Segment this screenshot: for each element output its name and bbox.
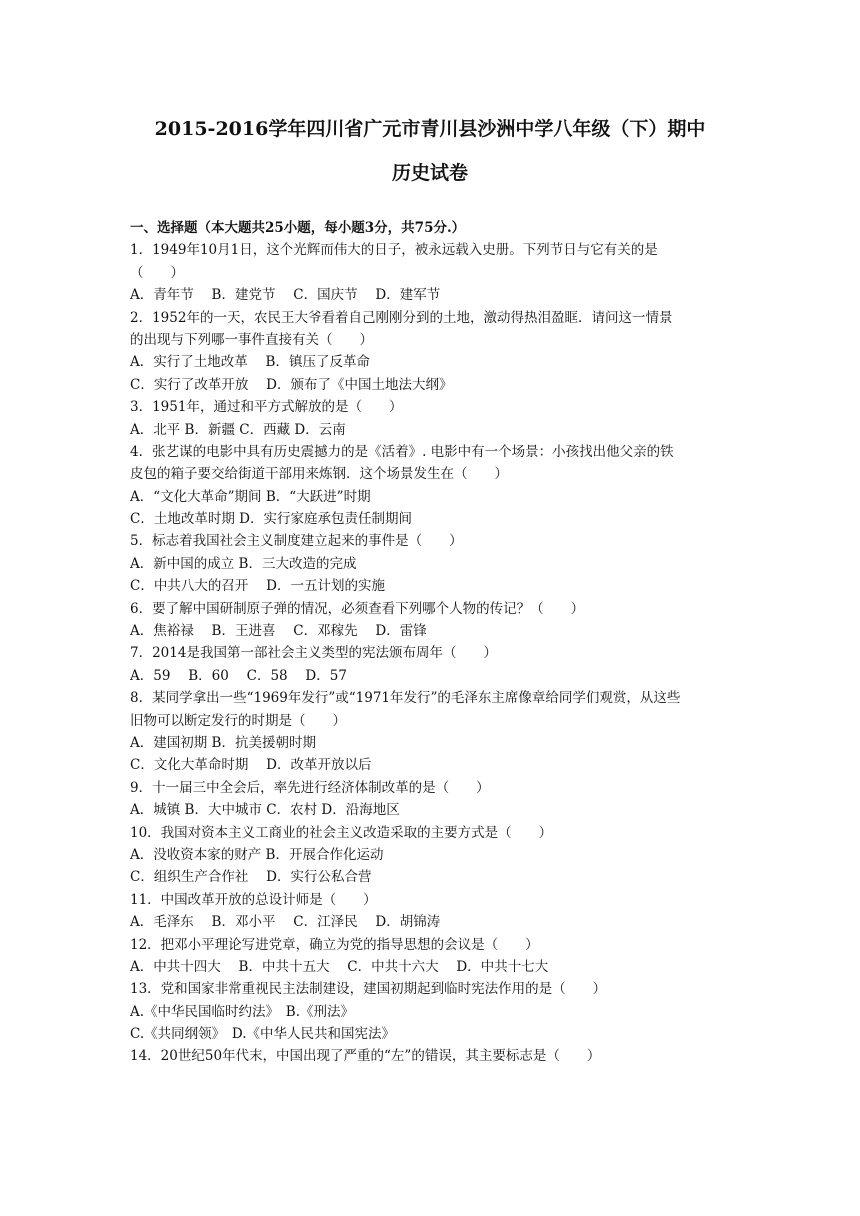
question-4-stem-cont: 皮包的箱子要交给街道干部用来炼钢．这个场景发生在（ ） (130, 466, 508, 483)
question-1-stem-cont: （ ） (130, 264, 184, 281)
question-4-stem: 4．张艺谋的电影中具有历史震撼力的是《活着》. 电影中有一个场景：小孩找出他父亲的铁 (130, 443, 674, 460)
exam-title-line-1: 2015-2016学年四川省广元市青川县沙洲中学八年级（下）期中 (154, 118, 706, 140)
question-1-options: A．青年节 B．建党节 C．国庆节 D．建军节 (130, 287, 441, 304)
question-13-stem: 13．党和国家非常重视民主法制建设，建国初期起到临时宪法作用的是（ ） (130, 981, 607, 998)
question-8-options-2: C．文化大革命时期 D．改革开放以后 (130, 757, 372, 774)
question-12-options: A．中共十四大 B．中共十五大 C．中共十六大 D．中共十七大 (130, 958, 549, 975)
question-14-stem: 14．20世纪50年代末，中国出现了严重的“左”的错误，其主要标志是（ ） (130, 1048, 601, 1065)
question-9-options: A．城镇 B．大中城市 C．农村 D．沿海地区 (130, 802, 400, 819)
question-2-options-2: C．实行了改革开放 D．颁布了《中国土地法大纲》 (130, 376, 453, 393)
question-13-options-1: A.《中华民国临时约法》 B.《刑法》 (130, 1003, 355, 1020)
question-2-stem: 2．1952年的一天，农民王大爷看着自己刚刚分到的土地，激动得热泪盈眶．请问这一情景 (130, 309, 673, 326)
question-9-stem: 9．十一届三中全会后，率先进行经济体制改革的是（ ） (130, 779, 490, 796)
question-8-stem-cont: 旧物可以断定发行的时期是（ ） (130, 712, 346, 729)
question-13-options-2: C.《共同纲领》 D.《中华人民共和国宪法》 (130, 1026, 396, 1043)
section-heading: 一、选择题（本大题共25小题，每小题3分，共75分.） (130, 220, 466, 236)
question-1-stem: 1．1949年10月1日，这个光辉而伟大的日子，被永远载入史册。下列节日与它有关的是 (130, 242, 658, 259)
question-10-options-2: C．组织生产合作社 D．实行公私合营 (130, 869, 372, 886)
question-4-options-2: C．土地改革时期 D．实行家庭承包责任制期间 (130, 511, 412, 528)
question-6-stem: 6．要了解中国研制原子弹的情况，必须查看下列哪个人物的传记？（ ） (130, 600, 585, 617)
question-6-options: A．焦裕禄 B．王进喜 C．邓稼先 D．雷锋 (130, 623, 427, 640)
question-7-options: A．59 B．60 C．58 D．57 (130, 667, 347, 684)
question-12-stem: 12．把邓小平理论写进党章，确立为党的指导思想的会议是（ ） (130, 936, 539, 953)
question-4-options-1: A．“文化大革命”期间 B．“大跃进”时期 (130, 488, 371, 505)
question-11-options: A．毛泽东 B．邓小平 C．江泽民 D．胡锦涛 (130, 914, 441, 931)
question-5-stem: 5．标志着我国社会主义制度建立起来的事件是（ ） (130, 533, 463, 550)
question-5-options-1: A．新中国的成立 B．三大改造的完成 (130, 555, 357, 572)
question-8-options-1: A．建国初期 B．抗美援朝时期 (130, 734, 316, 751)
question-2-options-1: A．实行了土地改革 B．镇压了反革命 (130, 354, 370, 371)
question-2-stem-cont: 的出现与下列哪一事件直接有关（ ） (130, 331, 373, 348)
question-10-stem: 10．我国对资本主义工商业的社会主义改造采取的主要方式是（ ） (130, 824, 553, 841)
question-11-stem: 11．中国改革开放的总设计师是（ ） (130, 891, 377, 908)
question-3-options: A．北平 B．新疆 C．西藏 D．云南 (130, 421, 346, 438)
question-5-options-2: C．中共八大的召开 D．一五计划的实施 (130, 578, 385, 595)
question-10-options-1: A．没收资本家的财产 B．开展合作化运动 (130, 846, 384, 863)
exam-content (130, 217, 740, 1068)
exam-title-line-2: 历史试卷 (391, 162, 468, 184)
question-7-stem: 7．2014是我国第一部社会主义类型的宪法颁布周年（ ） (130, 645, 497, 662)
question-3-stem: 3．1951年，通过和平方式解放的是（ ） (130, 399, 403, 416)
question-8-stem: 8．某同学拿出一些“1969年发行”或“1971年发行”的毛泽东主席像章给同学们观赏，从这些 (130, 690, 681, 707)
